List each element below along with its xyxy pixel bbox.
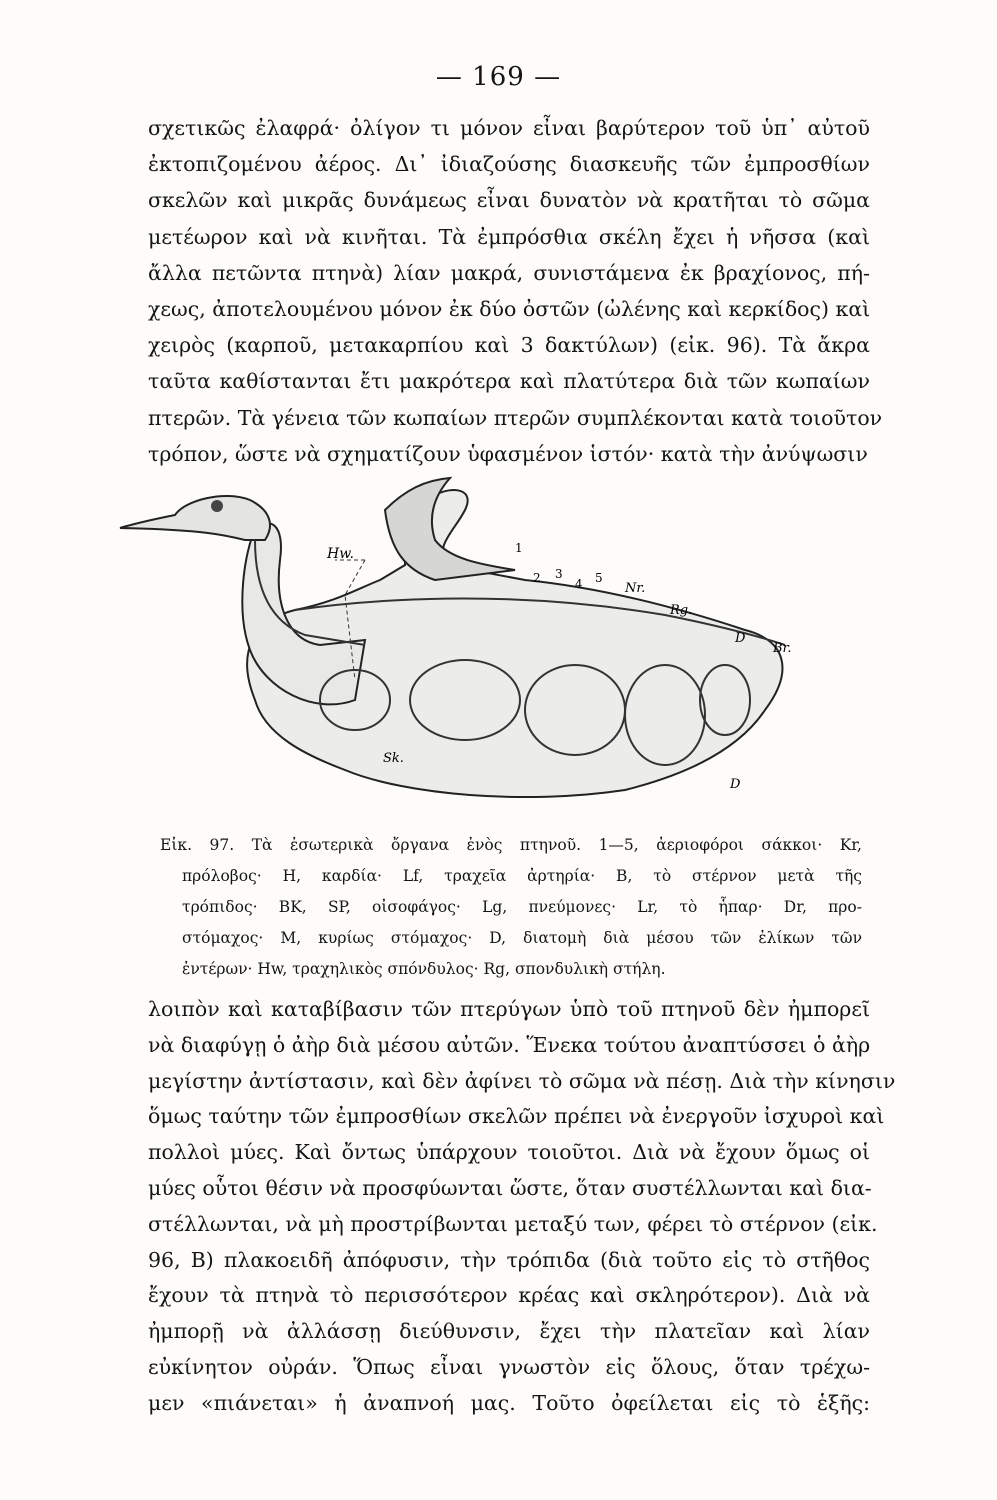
text-line: ἄλλα πετῶντα πτηνὰ) λίαν μακρά, συνιστάμενα ἐκ βραχίονος, πή- bbox=[148, 260, 870, 285]
text-line: ὅμως ταύτην τῶν ἐμπροσθίων σκελῶν πρέπει νὰ ἐνεργοῦν ἰσχυροὶ καὶ bbox=[148, 1104, 885, 1129]
bird-head-outline bbox=[120, 496, 270, 540]
text-line: σχετικῶς ἐλαφρά· ὀλίγον τι μόνον εἶναι βαρύτερον τοῦ ὑπ᾽ αὐτοῦ bbox=[148, 116, 870, 140]
figure-label-1: 1 bbox=[515, 541, 523, 555]
text-line: ἠμπορῇ νὰ ἀλλάσσῃ διεύθυνσιν, ἔχει τὴν πλατεῖαν καὶ λίαν bbox=[148, 1319, 870, 1344]
text-line: τρόπον, ὥστε νὰ σχηματίζουν ὑφασμένον ἱστόν· κατὰ τὴν ἀνύψωσιν bbox=[148, 441, 868, 466]
caption-line: τρόπιδος· BK, SP, οἰσοφάγος· Lg, πνεύμονες· Lr, τὸ ἧπαρ· Dr, προ- bbox=[182, 898, 862, 916]
text-line: χεως, ἀποτελουμένου μόνον ἐκ δύο ὀστῶν (ὠλένης καὶ κερκίδος) καὶ bbox=[148, 296, 871, 321]
figure-label-4: 4 bbox=[575, 577, 583, 591]
figure-label-d: D bbox=[735, 631, 746, 646]
caption-line: στόμαχος· M, κυρίως στόμαχος· D, διατομὴ διὰ μέσου τῶν ἑλίκων τῶν bbox=[182, 929, 862, 947]
text-line: μεγίστην ἀντίστασιν, καὶ δὲν ἀφίνει τὸ σῶμα νὰ πέσῃ. Διὰ τὴν κίνησιν bbox=[148, 1068, 896, 1093]
figure-label-nr: Nr. bbox=[625, 581, 646, 596]
caption-line: πρόλοβος· H, καρδία· Lf, τραχεῖα ἀρτηρία· B, τὸ στέρνον μετὰ τῆς bbox=[182, 867, 862, 885]
text-line: μετέωρον καὶ νὰ κινῆται. Τὰ ἐμπρόσθια σκέλη ἔχει ἡ νῆσσα (καὶ bbox=[148, 224, 870, 249]
top-paragraph bbox=[148, 110, 883, 472]
text-line: λοιπὸν καὶ καταβίβασιν τῶν πτερύγων ὑπὸ τοῦ πτηνοῦ δὲν ἠμπορεῖ bbox=[148, 997, 870, 1021]
figure-label-5: 5 bbox=[595, 571, 603, 585]
page-number: — 169 — bbox=[435, 62, 562, 92]
figure-caption bbox=[160, 830, 862, 985]
bird-eye bbox=[211, 500, 223, 512]
text-line: μύες οὗτοι θέσιν νὰ προσφύωνται ὥστε, ὅταν συστέλλωνται καὶ δια- bbox=[148, 1175, 872, 1200]
figure-label-br: Br. bbox=[773, 641, 792, 656]
figure-label-hw: Hw. bbox=[327, 546, 354, 562]
bird-anatomy-drawing bbox=[105, 470, 835, 810]
text-line: εὐκίνητον οὐράν. Ὅπως εἶναι γνωστὸν εἰς ὅλους, ὅταν τρέχω- bbox=[148, 1354, 870, 1379]
text-line: ἐκτοπιζομένου ἀέρος. Δι᾽ ἰδιαζούσης διασκευῆς τῶν ἐμπροσθίων bbox=[148, 152, 870, 177]
text-line: χειρὸς (καρποῦ, μετακαρπίου καὶ 3 δακτύλων) (εἰκ. 96). Τὰ ἄκρα bbox=[148, 333, 870, 358]
caption-line: Εἰκ. 97. Τὰ ἐσωτερικὰ ὄργανα ἑνὸς πτηνοῦ. 1—5, ἀεριοφόροι σάκκοι· Kr, bbox=[160, 836, 862, 854]
figure-label-sk: Sk. bbox=[383, 751, 404, 766]
bird-anatomy-figure bbox=[105, 470, 835, 810]
text-line: 96, B) πλακοειδῆ ἀπόφυσιν, τὴν τρόπιδα (διὰ τοῦτο εἰς τὸ στῆθος bbox=[148, 1247, 870, 1272]
bottom-paragraph bbox=[148, 992, 896, 1422]
text-line: πολλοὶ μύες. Καὶ ὄντως ὑπάρχουν τοιοῦτοι. Διὰ νὰ ἔχουν ὅμως οἱ bbox=[148, 1140, 870, 1165]
figure-label-3: 3 bbox=[555, 567, 563, 581]
text-line: ἔχουν τὰ πτηνὰ τὸ περισσότερον κρέας καὶ σκληρότερον). Διὰ νὰ bbox=[148, 1283, 870, 1308]
caption-line: ἐντέρων· Hw, τραχηλικὸς σπόνδυλος· Rg, σπονδυλικὴ στήλη. bbox=[182, 960, 666, 978]
text-line: νὰ διαφύγῃ ὁ ἀὴρ διὰ μέσου αὐτῶν. Ἕνεκα τούτου ἀναπτύσσει ὁ ἀὴρ bbox=[148, 1032, 871, 1057]
figure-label-rg: Rg. bbox=[670, 603, 693, 618]
text-line: πτερῶν. Τὰ γένεια τῶν κωπαίων πτερῶν συμπλέκονται κατὰ τοιοῦτον bbox=[148, 405, 883, 430]
text-line: στέλλωνται, νὰ μὴ προστρίβωνται μεταξύ των, φέρει τὸ στέρνον (εἰκ. bbox=[148, 1211, 878, 1236]
text-line: σκελῶν καὶ μικρᾶς δυνάμεως εἶναι δυνατὸν νὰ κρατῆται τὸ σῶμα bbox=[148, 188, 870, 213]
figure-label-d-lower: D bbox=[730, 777, 741, 792]
text-line: ταῦτα καθίστανται ἔτι μακρότερα καὶ πλατύτερα διὰ τῶν κωπαίων bbox=[148, 369, 870, 394]
text-line: μεν «πιάνεται» ἡ ἀναπνοή μας. Τοῦτο ὀφείλεται εἰς τὸ ἑξῆς: bbox=[148, 1390, 870, 1415]
figure-label-2: 2 bbox=[533, 571, 541, 585]
